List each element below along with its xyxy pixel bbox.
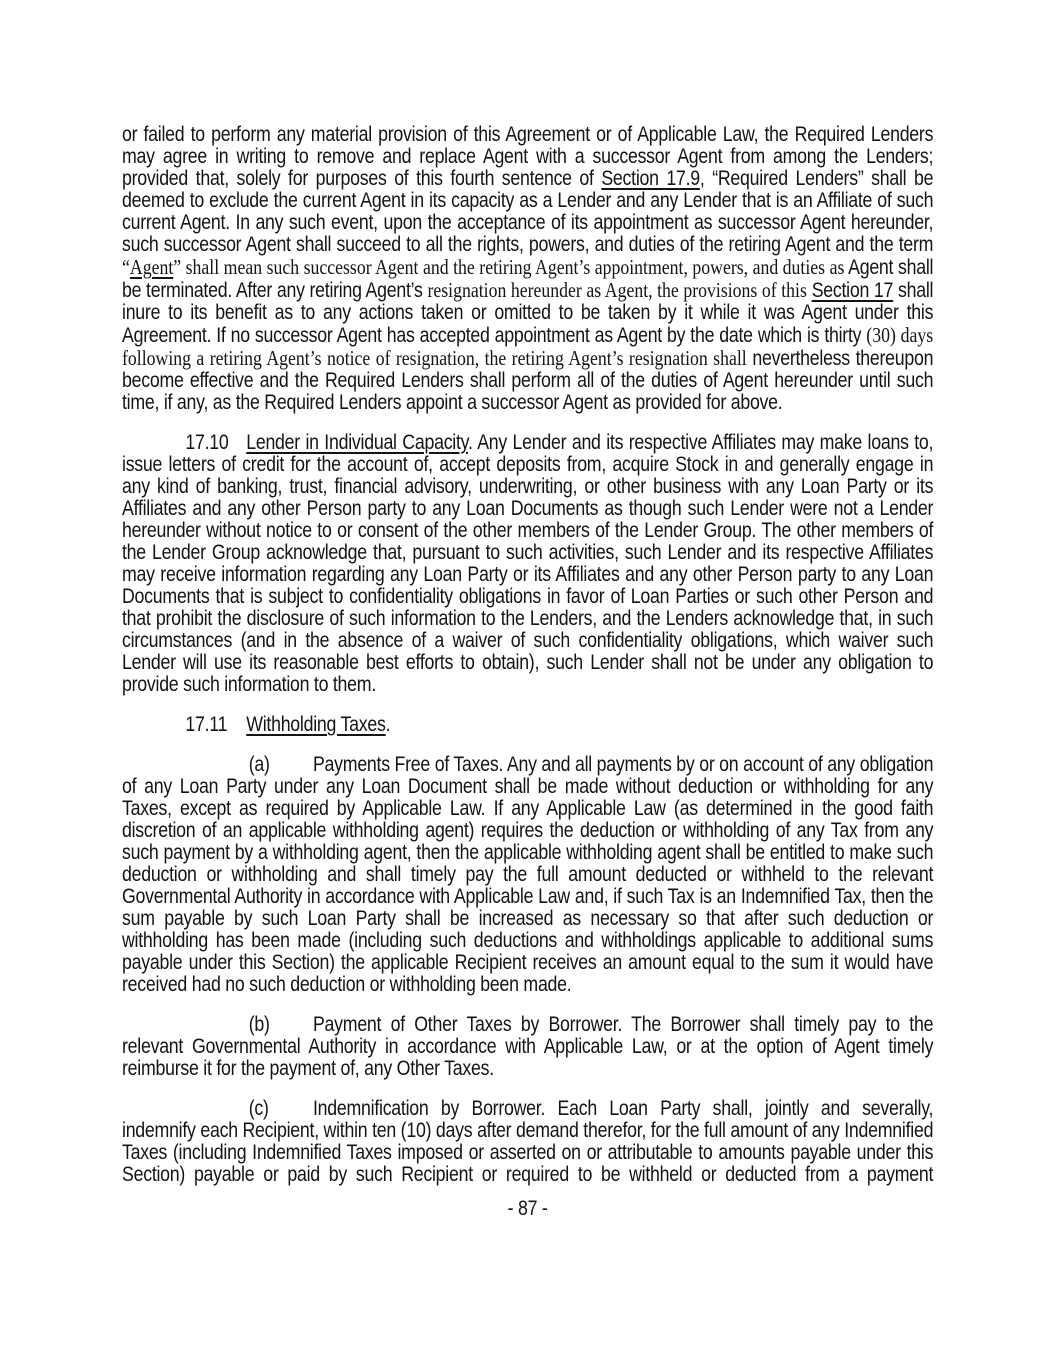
text-block — [122, 124, 933, 1220]
text-run: ” shall mean such successor Agent and the retiring Agent’s appointment, powers, and duties as — [173, 255, 845, 279]
text-run: . — [385, 713, 391, 736]
text-run: Payments Free of Taxes. Any and all payments by or on account of any obligation of any Loan Party under any Loan Document shall be made without deduction or withholding for any Taxes, except as required by Applicable Law. If any Applicable Law (as determined in the good faith discretion of an applicable withholding agent) requires the deduction or withholding of any Tax from any such payment by a withholding agent, then the applicable withholding agent shall be entitled to make such deduction or withholding and shall timely pay the full amount deducted or withheld to the relevant Governmental Authority in accordance with Applicable Law and, if such Tax is an Indemnified Tax, then the sum payable by such Loan Party shall be increased as necessary so that after such deduction or withholding has been made (including such deductions and withholdings applicable to additional sums payable under this Section) the applicable Recipient receives an amount equal to the sum it would have received had no such deduction or withholding been made. — [122, 753, 934, 996]
section-17-11-heading — [122, 714, 933, 736]
underlined-reference: Lender in Individual Capacity — [246, 431, 468, 454]
underlined-reference: Withholding Taxes — [246, 713, 386, 736]
section-17-11-heading-number: 17.11 — [185, 713, 228, 736]
subsection-b-paragraph — [122, 1014, 933, 1080]
text-run: “ — [122, 255, 130, 279]
subsection-c-paragraph-number: (c) — [248, 1097, 269, 1120]
text-run: or failed to perform any material provision of this Agreement or of Applicable Law, the Required Lenders may agree in writing to remove and replace Agent with a successor Agent from among the Lenders; provided that, solely for purposes of this fourth sentence of — [122, 123, 934, 190]
text-run: shall inure to its benefit as to any actions taken or omitted to be taken by it while it was Agent under this Agreement. If no successor Agent has accepted appointment as Agent by the date which is thirty — [122, 279, 934, 347]
section-17-10-paragraph-number: 17.10 — [185, 431, 229, 454]
text-run: Payment of Other Taxes by Borrower. The Borrower shall timely pay to the relevant Governmental Authority in accordance with Applicable Law, or at the option of Agent timely reimburse it for the payment of, any Other Taxes. — [122, 1013, 934, 1080]
text-run: Agent shall be terminated. After any retiring Agent’s — [122, 256, 934, 302]
underlined-reference: Section 17.9 — [601, 167, 700, 190]
subsection-a-paragraph — [122, 754, 933, 996]
underlined-reference: Agent — [129, 255, 174, 279]
subsection-a-paragraph-number: (a) — [248, 753, 270, 776]
subsection-b-paragraph-number: (b) — [248, 1013, 270, 1036]
text-run: . Any Lender and its respective Affiliates may make loans to, issue letters of credit for the account of, accept deposits from, acquire Stock in and generally engage in any kind of banking, trust, financial advisory, underwriting, or other business with any Loan Party or its Affiliates and any other Person party to any Loan Documents as though such Lender were not a Lender hereunder without notice to or consent of the other members of the Lender Group. The other members of the Lender Group acknowledge that, pursuant to such activities, such Lender and its respective Affiliates may receive information regarding any Loan Party or its Affiliates and any other Person party to any Loan Documents that is subject to confidentiality obligations in favor of Loan Parties or such other Person and that prohibit the disclosure of such information to the Lenders, and the Lenders acknowledge that, in such circumstances (and in the absence of a waiver of such confidentiality obligations, which waiver such Lender will use its reasonable best efforts to obtain), such Lender shall not be under any obligation to provide such information to them. — [122, 431, 934, 696]
text-run: (30) days following a retiring Agent’s notice of resignation, the retiring Agent’s resignation shall — [122, 323, 934, 370]
section-17-10-paragraph — [122, 432, 933, 696]
text-run: Indemnification by Borrower. Each Loan Party shall, jointly and severally, indemnify each Recipient, within ten (10) days after demand therefor, for the full amount of any Indemnified Taxes (including Indemnified Taxes imposed or asserted on or attributable to amounts payable under this Section) payable or paid by such Recipient or required to be withheld or deducted from a payment — [122, 1097, 934, 1186]
underlined-reference: Section 17 — [811, 279, 894, 302]
continuation-paragraph — [122, 124, 933, 414]
page-number: - 87 - — [507, 1197, 548, 1220]
text-run: nevertheless thereupon become effective and the Required Lenders shall perform all of the duties of Agent hereunder until such time, if any, as the Required Lenders appoint a successor Agent as provided for above. — [122, 347, 934, 414]
subsection-c-paragraph — [122, 1098, 933, 1186]
text-run: , “Required Lenders” shall be deemed to exclude the current Agent in its capacity as a Lender and any Lender that is an Affiliate of such current Agent. In any such event, upon the acceptance of its appointment as successor Agent hereunder, such successor Agent shall succeed to all the rights, powers, and duties of the retiring Agent and the term — [122, 167, 934, 256]
text-run: resignation hereunder as Agent, the provisions of this — [427, 278, 807, 302]
